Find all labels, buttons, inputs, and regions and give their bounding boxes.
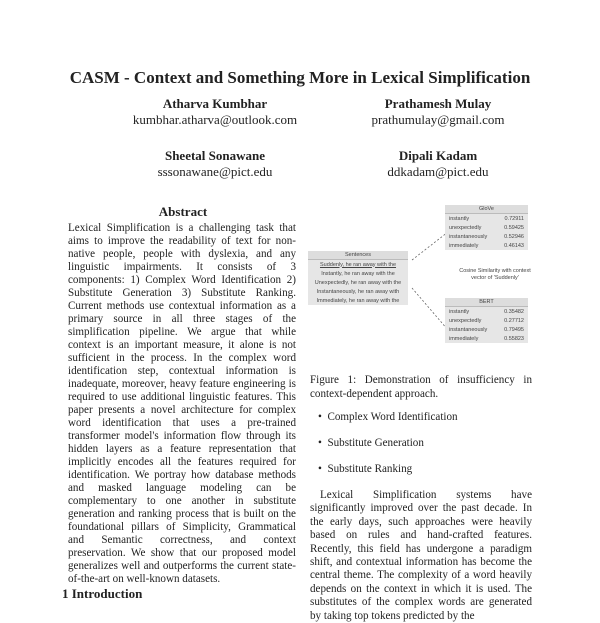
table-row [445,316,528,325]
bullet-text: Complex Word Identification [327,411,458,423]
author-email: ddkadam@pict.edu [387,164,489,179]
author-name: Atharva Kumbhar [162,96,268,111]
table-header: BERT [445,298,528,307]
figure-caption: Figure 1: Demonstration of insufficiency in context-dependent approach. [310,374,532,400]
score-cell: 0.59425 [504,224,524,231]
score-cell: 0.55823 [504,335,524,342]
body-paragraph: Lexical Simplification systems have significantly improved over the past decade. In the early days, such approaches were heavily based on rules and hand-crafted features. Recently, this field has undergone a paradigm shift, and contextual information has become the central theme. The complexity of a word heavily depends on the context in which it is used. The substitutes of the complex words are generated by taking top tokens predicted by the [310,489,532,622]
similarity-note: Cosine Similarity with context vector of 'Suddenly' [459,268,531,281]
author-email: kumbhar.atharva@outlook.com [132,112,298,127]
author-name: Dipali Kadam [398,148,478,163]
table-row [445,307,528,316]
author-name: Sheetal Sonawane [164,148,266,163]
score-cell: 0.35482 [504,308,524,315]
author-name: Prathamesh Mulay [384,96,492,111]
bullet-item: • Complex Word Identification [318,411,458,423]
sentence: Suddenly, he ran away with the [319,261,397,268]
table-row [445,325,528,334]
abstract-heading: Abstract [158,204,208,219]
arrow-to-bert [412,288,448,330]
table-header: GloVe [445,205,528,214]
paper-title: CASM - Context and Something More in Lexical Simplification [69,68,531,87]
arrow-to-glove [412,232,448,260]
score-cell: 0.79495 [504,326,524,333]
bullet-text: Substitute Ranking [327,463,413,475]
score-cell: 0.52946 [504,233,524,240]
sentence: Immediately, he ran away with the [316,297,400,304]
bullet-item: • Substitute Ranking [318,463,413,475]
table-row [445,232,528,241]
bullet-text: Substitute Generation [327,437,424,449]
sentences-table [308,251,408,305]
word-cell: instantly [449,308,470,315]
word-cell: instantaneously [449,233,488,240]
bert-table [445,298,528,343]
score-cell: 0.72911 [504,215,524,222]
score-cell: 0.46143 [504,242,524,249]
sentence: Instantaneously, he ran away with [316,288,400,295]
word-cell: immediately [449,242,479,249]
author-email: prathumulay@gmail.com [371,112,505,127]
bullet-item: • Substitute Generation [318,437,424,449]
word-cell: instantly [449,215,470,222]
author-email: sssonawane@pict.edu [157,164,273,179]
section-heading: 1 Introduction [62,586,143,601]
word-cell: unexpectedly [449,317,482,324]
table-header: Sentences [308,251,408,260]
table-row [445,241,528,250]
glove-table [445,205,528,250]
word-cell: immediately [449,335,479,342]
table-row [445,334,528,343]
table-row [445,214,528,223]
score-cell: 0.27712 [504,317,524,324]
table-row [445,223,528,232]
word-cell: instantaneously [449,326,488,333]
sentence: Instantly, he ran away with the [321,270,395,277]
abstract-text: Lexical Simplification is a challenging task that aims to improve the readability of text for non-native people, people with dyslexia, and any linguistic impairments. It consists of 3 components: 1) Complex Word Identification 2) Substitute Generation 3) Substitute Ranking. Current methods use contextual information as a primary source in all three stages of the simplification pipeline. We argue that while context is an important measure, it alone is not sufficient in the process. In the complex word identification step, contextual information is inadequate, moreover, heavy feature engineering is required to use additional linguistic features. This paper presents a novel architecture for complex word identification that uses a pre-trained transformer model's information flow through its hidden layers as a feature representation that implicitly encodes all the features required for identification. We portray how database methods and masked language modeling can be complementary to one another in substitute generation and ranking process that is built on the foundational pillars of Simplicity, Grammatical and Semantic correctness, and context preservation. We show that our proposed model generalizes well and outperforms the current state-of-the-art on well-known datasets. [68,222,296,585]
sentence: Unexpectedly, he ran away with the [314,279,402,286]
word-cell: unexpectedly [449,224,482,231]
